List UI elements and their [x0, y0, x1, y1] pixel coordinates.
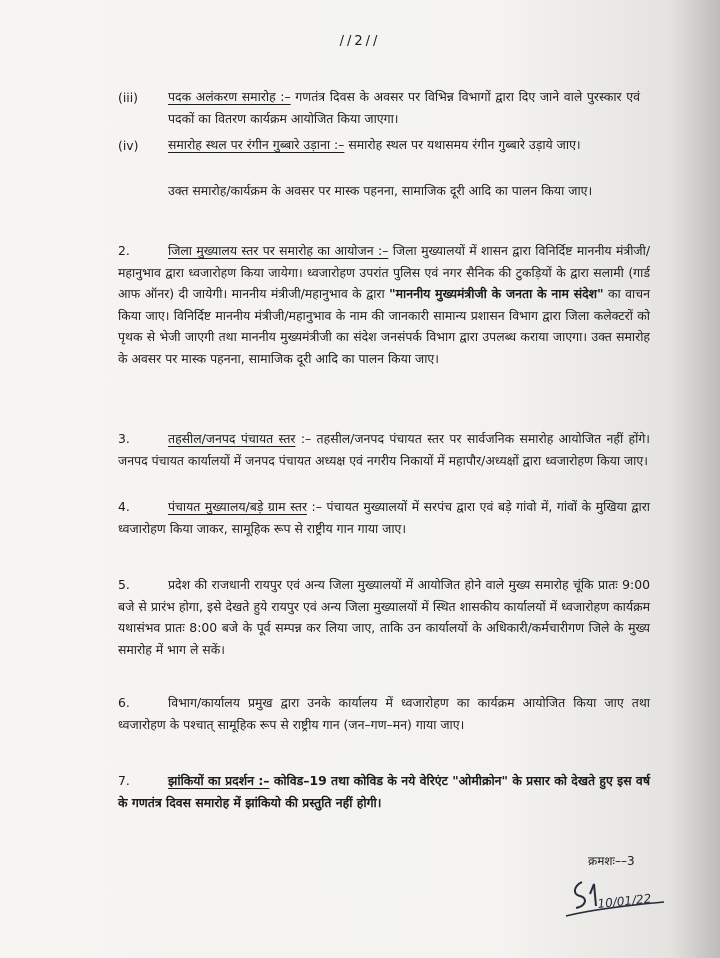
item-5-text: प्रदेश की राजधानी रायपुर एवं अन्य जिला मुख्यालयों में आयोजित होने वाले मुख्य समारोह चूंकि प्रातः 9:00 बजे से प्रारंभ होगा, इसे देखते हुये रायपुर एवं अन्य जिला मुख्यालयों में स्थित शासकीय कार्यालयों में ध्वजारोहण कार्यक्रम यथासंभव प्रातः 8:00 बजे के पूर्व सम्पन्न कर लिया जाए, ताकि उन कार्यालयों के अधिकारी/कर्मचारीगण जिले के मुख्य समारोह में भाग ले सकें। [118, 577, 650, 657]
item-4-paragraph [118, 496, 650, 539]
item-7-heading: झांकियों का प्रदर्शन :– [168, 773, 270, 788]
item-4-number: 4. [118, 499, 130, 514]
item-2-paragraph [118, 240, 650, 369]
item-2-text-1: जिला मुख्यालयों में शासन द्वारा विनिर्दिष्ट माननीय मंत्रीजी/महानुभाव द्वारा ध्वजारोहण किया जायेगा। ध्वजारोहण उपरांत पुलिस एवं नगर सैनिक की टुकड़ियों के द्वारा सलामी (गार्ड आफ ऑनर) दी जायेगी। माननीय मंत्रीजी/महानुभाव के द्वारा [118, 243, 651, 301]
item-4-text: :– पंचायत मुख्यालयों में सरपंच द्वारा एवं बड़े गांवो में, गांवों के मुखिया द्वारा ध्वजारोहण किया जाकर, सामूहिक रूप से राष्ट्रीय गान गाया जाए। [118, 499, 650, 536]
item-2-text-2: का वाचन किया जाए। विनिर्दिष्ट माननीय मंत्रीजी/महानुभाव के नाम की जानकारी सामान्य प्रशासन विभाग द्वारा जिला कलेक्टरों को पृथक से भेजी जाएगी तथा माननीय मुख्यमंत्रीजी का संदेश जनसंपर्क विभाग द्वारा उपलब्ध कराया जाएगा। उक्त समारोह के अवसर पर मास्क पहनना, सामाजिक दूरी आदि का पालन किया जाए। [118, 286, 650, 366]
item-iii-paragraph [168, 86, 640, 129]
item-iv-paragraph [168, 134, 640, 156]
item-2-number: 2. [118, 243, 130, 258]
item-iv-text: समारोह स्थल पर यथासमय रंगीन गुब्बारे उड़ाये जाए। [344, 137, 581, 152]
item-2-bold-message: "माननीय मुख्यमंत्रीजी के जनता के नाम संदेश" [389, 286, 604, 301]
item-iv-heading: समारोह स्थल पर रंगीन गुब्बारे उड़ाना :– [168, 137, 345, 152]
item-7-number: 7. [118, 773, 130, 788]
item-iii-heading: पदक अलंकरण समारोह :– [168, 89, 291, 104]
item-6-paragraph [118, 692, 650, 735]
item-3-text: :– तहसील/जनपद पंचायत स्तर पर सार्वजनिक समारोह आयोजित नहीं होंगे। जनपद पंचायत कार्यालयों में जनपद पंचायत अध्यक्ष एवं नगरीय निकायों में महापौर/अध्यक्षों द्वारा ध्वजारोहण किया जाए। [118, 431, 650, 468]
item-5-number: 5. [118, 577, 130, 592]
item-4-heading: पंचायत मुख्यालय/बड़े ग्राम स्तर [168, 499, 308, 514]
item-3-number: 3. [118, 431, 130, 446]
item-7-text: कोविड–19 तथा कोविड के नये वेरिएंट "ओमीक्रोन" के प्रसार को देखते हुए इस वर्ष के गणतंत्र दिवस समारोह में झांकियो की प्रस्तुति नहीं होगी। [118, 773, 650, 810]
continuation-marker: क्रमशः––3 [588, 854, 635, 868]
item-3-paragraph [118, 428, 650, 471]
page-number: //2// [339, 34, 381, 49]
item-iii-number: (iii) [118, 90, 138, 105]
item-6-text: विभाग/कार्यालय प्रमुख द्वारा उनके कार्यालय में ध्वजारोहण का कार्यक्रम आयोजित किया जाए तथा ध्वजारोहण के पश्चात् सामूहिक रूप से राष्ट्रीय गान (जन–गण–मन) गाया जाए। [118, 695, 650, 732]
item-3-heading: तहसील/जनपद पंचायत स्तर [168, 431, 296, 446]
item-iv-number: (iv) [118, 138, 139, 153]
item-iv-note: उक्त समारोह/कार्यक्रम के अवसर पर मास्क पहनना, सामाजिक दूरी आदि का पालन किया जाए। [168, 183, 593, 198]
item-5-paragraph [118, 574, 650, 660]
item-6-number: 6. [118, 695, 130, 710]
signature-date: 10/01/22 [596, 891, 652, 911]
item-iii-text: गणतंत्र दिवस के अवसर पर विभिन्न विभागों द्वारा दिए जाने वाले पुरस्कार एवं पदकों का वितरण कार्यक्रम आयोजित किया जाएगा। [168, 89, 640, 126]
item-2-heading: जिला मुख्यालय स्तर पर समारोह का आयोजन :– [168, 243, 389, 258]
item-7-paragraph [118, 770, 650, 813]
handwritten-signature [560, 872, 670, 922]
